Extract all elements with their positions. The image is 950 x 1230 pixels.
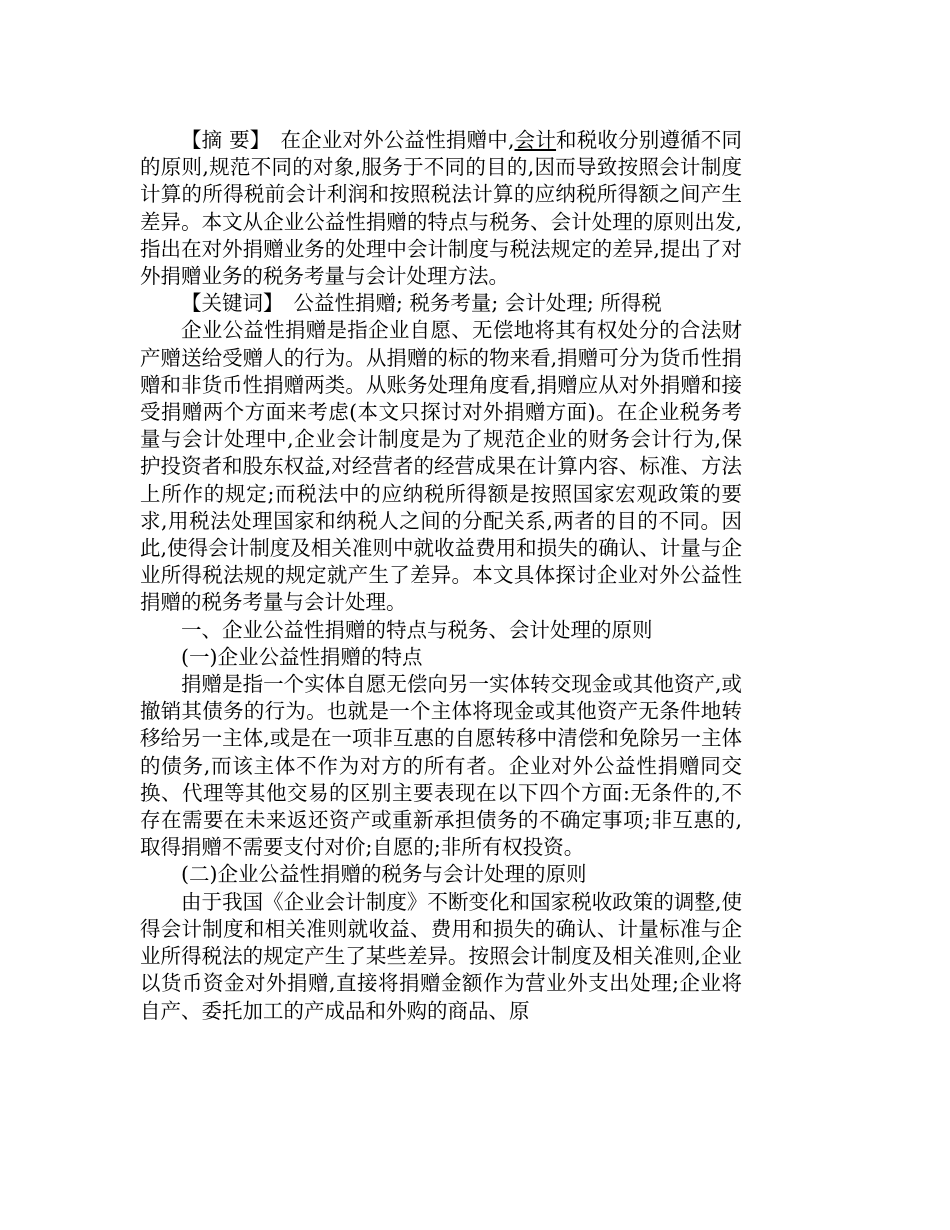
section-heading-1: 一、企业公益性捐赠的特点与税务、会计处理的原则	[181, 617, 653, 642]
document-page	[140, 127, 742, 1025]
keywords-tag: 【关键词】	[181, 291, 284, 316]
intro-paragraph: 企业公益性捐赠是指企业自愿、无偿地将其有权处分的合法财产赠送给受赠人的行为。从捐赠的标的物来看,捐赠可分为货币性捐赠和非货币性捐赠两类。从账务处理角度看,捐赠应从对外捐赠和接受捐赠两个方面来考虑(本文只探讨对外捐赠方面)。在企业税务考量与会计处理中,企业会计制度是为了规范企业的财务会计行为,保护投资者和股东权益,对经营者的经营成果在计算内容、标准、方法上所作的规定;而税法中的应纳税所得额是按照国家宏观政策的要求,用税法处理国家和纳税人之间的分配关系,两者的目的不同。因此,使得会计制度及相关准则中就收益费用和损失的确认、计量与企业所得税法规的规定就产生了差异。本文具体探讨企业对外公益性捐赠的税务考量与会计处理。	[140, 318, 742, 615]
body-paragraph-2: 由于我国《企业会计制度》不断变化和国家税收政策的调整,使得会计制度和相关准则就收益、费用和损失的确认、计量标准与企业所得税法的规定产生了某些差异。按照会计制度及相关准则,企业以货币资金对外捐赠,直接将捐赠金额作为营业外支出处理;企业将自产、委托加工的产成品和外购的商品、原	[140, 889, 742, 1023]
abstract-text-start: 在企业对外公益性捐赠中,	[280, 128, 515, 152]
abstract-paragraph	[140, 127, 742, 290]
subsection-heading-1: (一)企业公益性捐赠的特点	[181, 644, 423, 669]
abstract-tag: 【摘 要】	[181, 128, 271, 152]
abstract-text-end: 和税收分别遵循不同的原则,规范不同的对象,服务于不同的目的,因而导致按照会计制度计算的所得税前会计利润和按照税法计算的应纳税所得额之间产生差异。本文从企业公益性捐赠的特点与税务、会计处理的原则出发,指出在对外捐赠业务的处理中会计制度与税法规定的差异,提出了对外捐赠业务的税务考量与会计处理方法。	[140, 128, 742, 289]
accounting-link[interactable]: 会计	[514, 128, 557, 152]
keywords-paragraph	[140, 290, 742, 317]
subsection-heading-2: (二)企业公益性捐赠的税务与会计处理的原则	[181, 862, 587, 887]
keywords-text: 公益性捐赠; 税务考量; 会计处理; 所得税	[293, 291, 662, 316]
body-paragraph-1: 捐赠是指一个实体自愿无偿向另一实体转交现金或其他资产,或撤销其债务的行为。也就是一个主体将现金或其他资产无条件地转移给另一主体,或是在一项非互惠的自愿转移中清偿和免除另一主体的债务,而该主体不作为对方的所有者。企业对外公益性捐赠同交换、代理等其他交易的区别主要表现在以下四个方面:无条件的,不存在需要在未来返还资产或重新承担债务的不确定事项;非互惠的,取得捐赠不需要支付对价;自愿的;非所有权投资。	[140, 672, 742, 860]
